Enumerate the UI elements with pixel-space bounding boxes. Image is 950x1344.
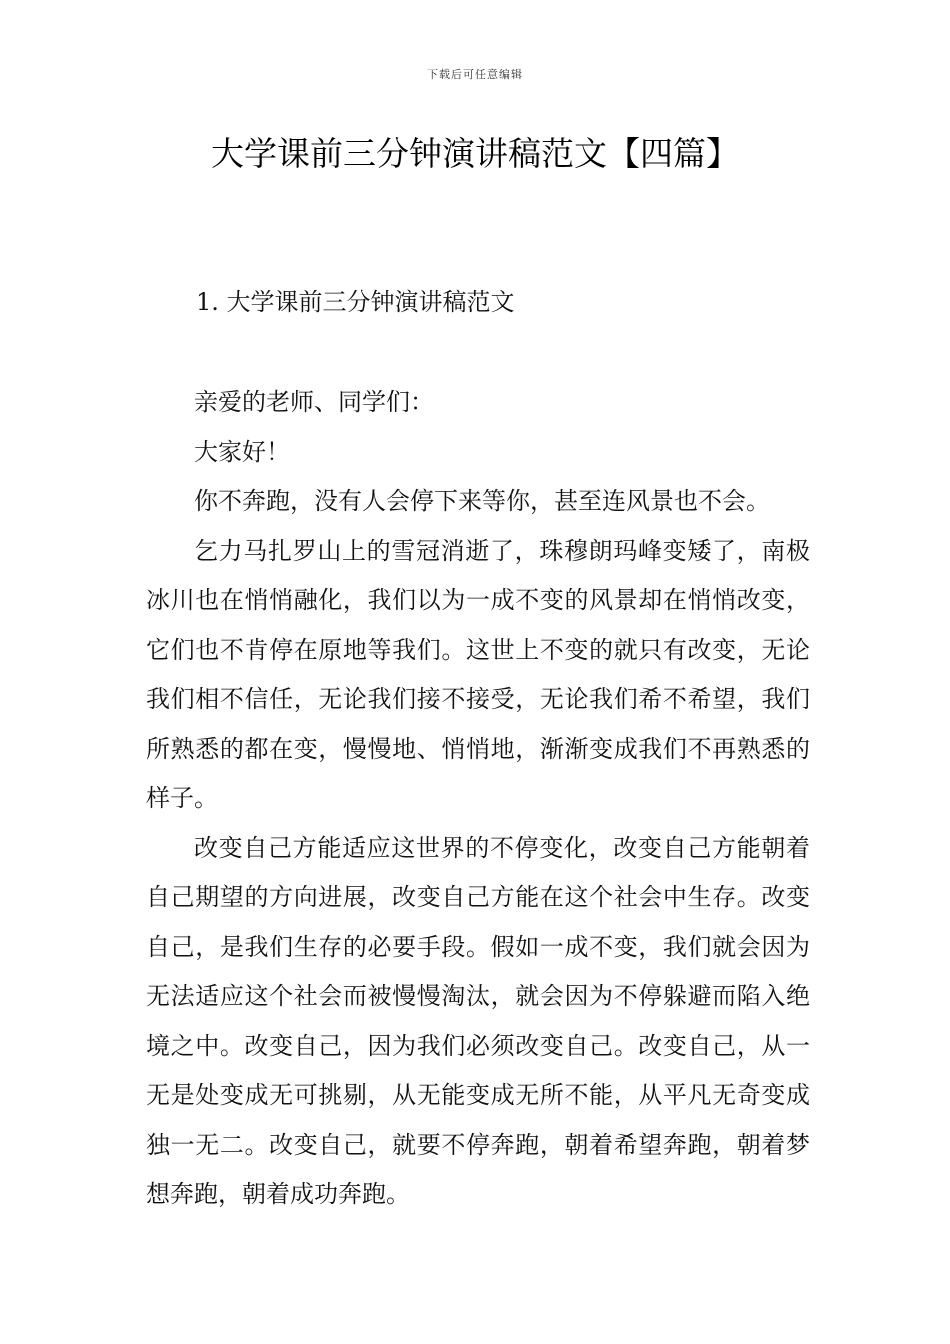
- document-title: 大学课前三分钟演讲稿范文【四篇】: [211, 134, 739, 173]
- header-note: 下载后可任意编辑: [427, 68, 523, 81]
- paragraph-body-1: 乞力马扎罗山上的雪冠消逝了，珠穆朗玛峰变矮了，南极冰川也在悄悄融化，我们以为一成不变的风景却在悄悄改变，它们也不肯停在原地等我们。这世上不变的就只有改变，无论我们相不信任，无论我们接不接受，无论我们希不希望，我们所熟悉的都在变，慢慢地、悄悄地，渐渐变成我们不再熟悉的样子。: [146, 536, 810, 812]
- paragraph-intro: 你不奔跑，没有人会停下来等你，甚至连风景也不会。: [194, 487, 770, 515]
- section-heading: 1. 大学课前三分钟演讲稿范文: [196, 288, 515, 316]
- paragraph-body-2: 改变自己方能适应这世界的不停变化，改变自己方能朝着自己期望的方向进展，改变自己方能在这个社会中生存。改变自己，是我们生存的必要手段。假如一成不变，我们就会因为无法适应这个社会而被慢慢淘汰，就会因为不停躲避而陷入绝境之中。改变自己，因为我们必须改变自己。改变自己，从一无是处变成无可挑剔，从无能变成无所不能，从平凡无奇变成独一无二。改变自己，就要不停奔跑，朝着希望奔跑，朝着梦想奔跑，朝着成功奔跑。: [146, 833, 810, 1208]
- paragraph-greeting: 亲爱的老师、同学们：: [194, 388, 434, 416]
- paragraph-hello: 大家好！: [194, 437, 290, 466]
- body-text: [146, 378, 810, 1220]
